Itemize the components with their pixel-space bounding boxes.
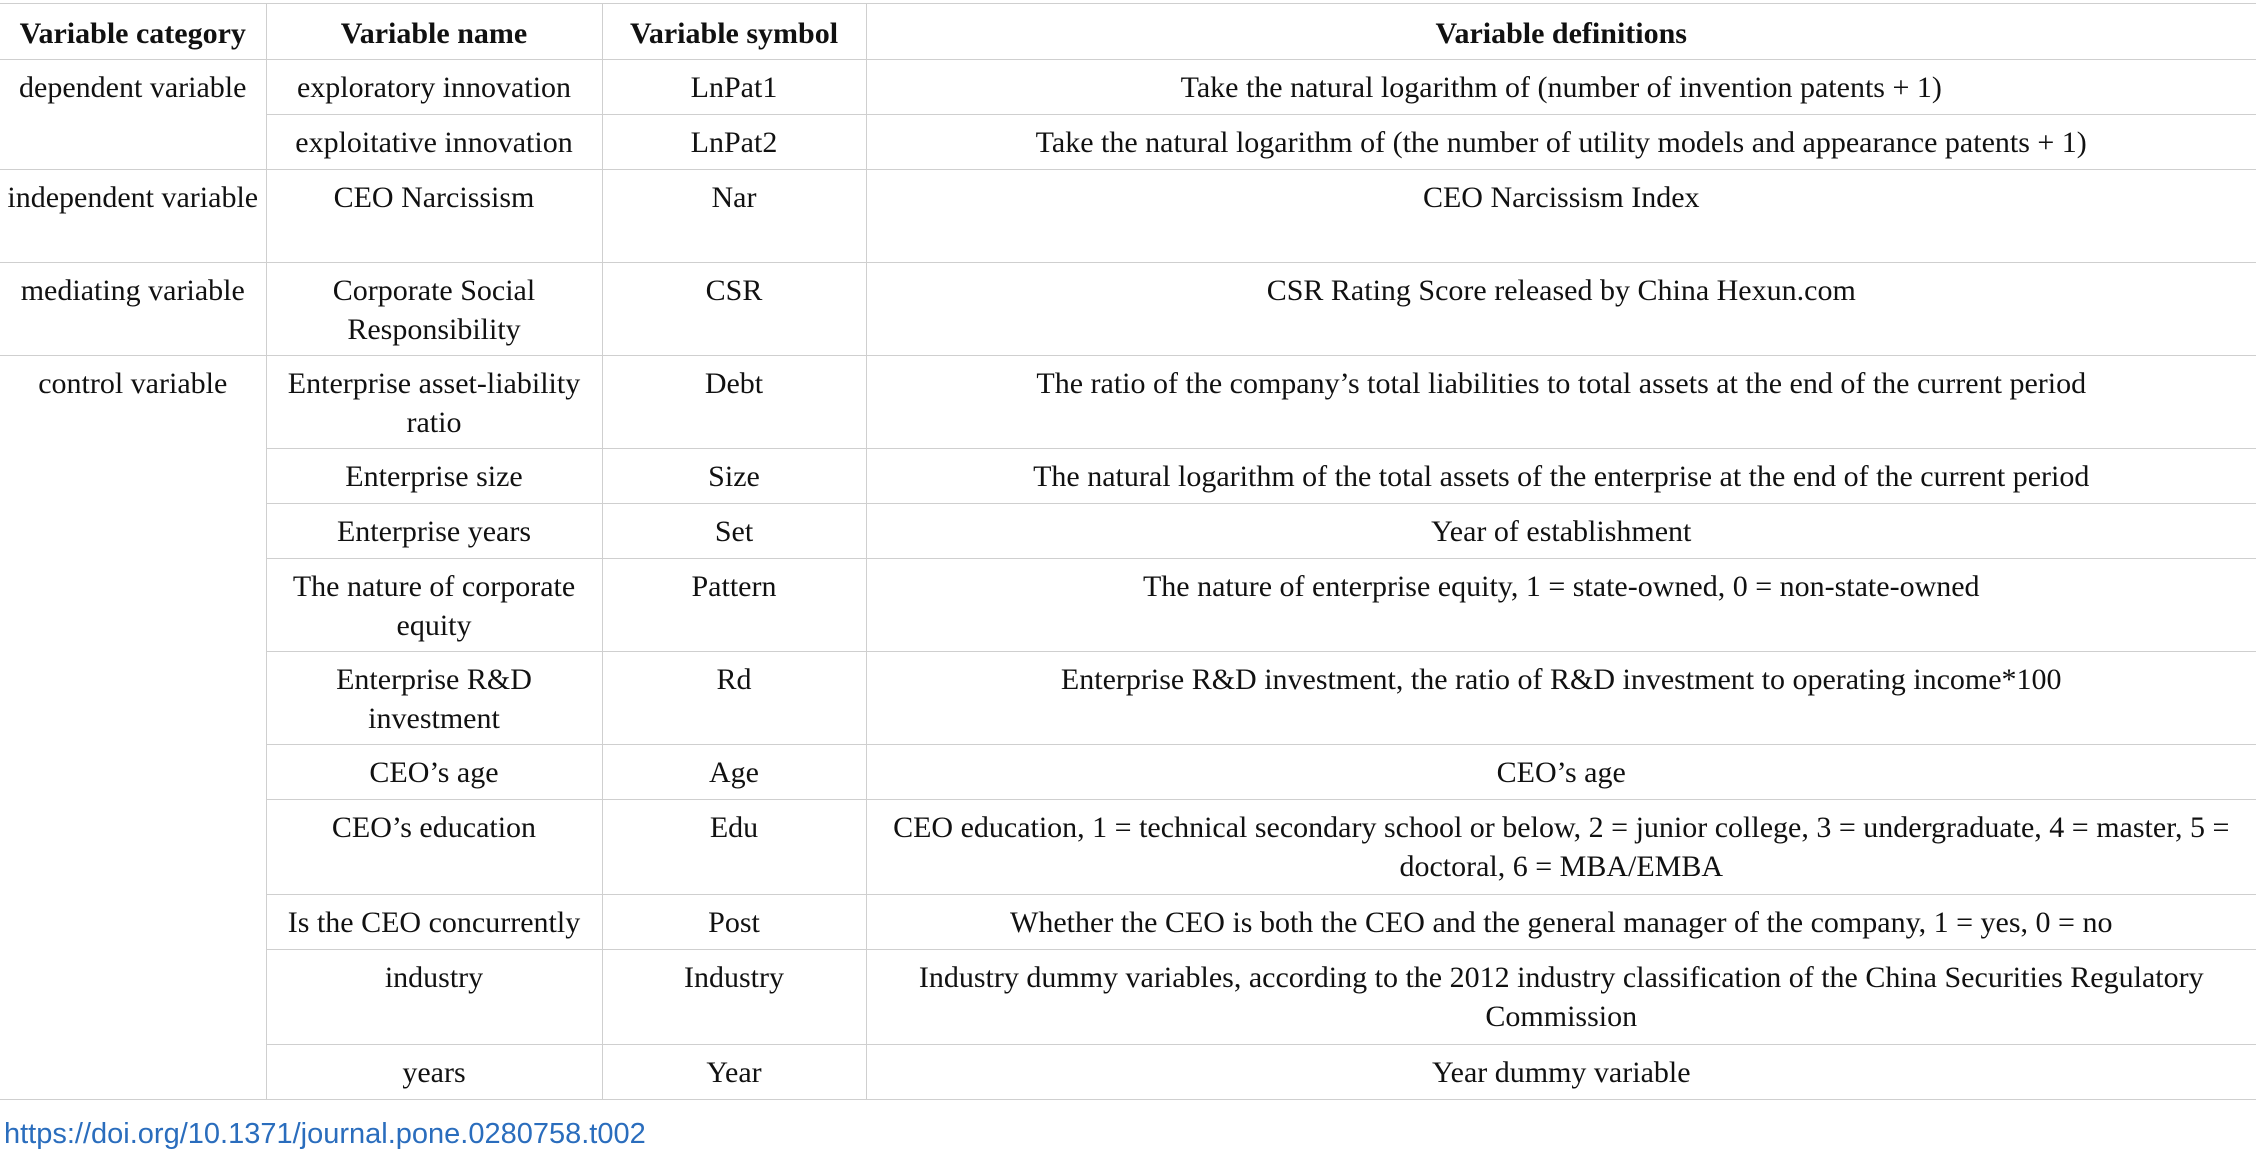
variable-name-cell: years — [266, 1045, 602, 1100]
variable-symbol-cell: Year — [602, 1045, 866, 1100]
header-variable-symbol: Variable symbol — [602, 4, 866, 60]
doi-link[interactable]: https://doi.org/10.1371/journal.pone.0280758.t002 — [4, 1118, 646, 1150]
table-row — [0, 449, 2256, 504]
table-row — [0, 745, 2256, 800]
variable-definition-cell: CEO’s age — [866, 745, 2256, 800]
variable-name-cell: exploratory innovation — [266, 60, 602, 115]
header-variable-category: Variable category — [0, 4, 266, 60]
variable-definition-cell: Take the natural logarithm of (number of invention patents + 1) — [866, 60, 2256, 115]
variable-symbol-cell: LnPat1 — [602, 60, 866, 115]
table-row — [0, 263, 2256, 356]
variable-definition-cell: Year dummy variable — [866, 1045, 2256, 1100]
variables-table — [0, 3, 2256, 1100]
variable-definition-cell: CEO education, 1 = technical secondary school or below, 2 = junior college, 3 = undergraduate, 4 = master, 5 = doctoral, 6 = MBA/EMBA — [866, 800, 2256, 895]
variable-symbol-cell: Rd — [602, 652, 866, 745]
variable-definition-cell: CEO Narcissism Index — [866, 170, 2256, 263]
variable-symbol-cell: Set — [602, 504, 866, 559]
category-cell: mediating variable — [0, 263, 266, 356]
category-cell: control variable — [0, 356, 266, 1100]
header-variable-name: Variable name — [266, 4, 602, 60]
variable-symbol-cell: Nar — [602, 170, 866, 263]
table-row — [0, 1045, 2256, 1100]
table-row — [0, 115, 2256, 170]
table-row — [0, 800, 2256, 895]
variable-name-cell: CEO Narcissism — [266, 170, 602, 263]
variable-name-cell: Enterprise size — [266, 449, 602, 504]
variable-name-cell: industry — [266, 950, 602, 1045]
variable-definition-cell: The natural logarithm of the total assets of the enterprise at the end of the current period — [866, 449, 2256, 504]
variable-name-cell: Corporate Social Responsibility — [266, 263, 602, 356]
variable-symbol-cell: Post — [602, 895, 866, 950]
variable-name-cell: CEO’s education — [266, 800, 602, 895]
variable-definition-cell: Whether the CEO is both the CEO and the general manager of the company, 1 = yes, 0 = no — [866, 895, 2256, 950]
header-variable-definitions: Variable definitions — [866, 4, 2256, 60]
table-row — [0, 170, 2256, 263]
variable-symbol-cell: LnPat2 — [602, 115, 866, 170]
variable-definition-cell: The ratio of the company’s total liabilities to total assets at the end of the current period — [866, 356, 2256, 449]
variable-symbol-cell: CSR — [602, 263, 866, 356]
variable-symbol-cell: Edu — [602, 800, 866, 895]
table-header-row — [0, 4, 2256, 60]
variable-symbol-cell: Industry — [602, 950, 866, 1045]
variable-definition-cell: The nature of enterprise equity, 1 = state-owned, 0 = non-state-owned — [866, 559, 2256, 652]
variable-definition-cell: Enterprise R&D investment, the ratio of R&D investment to operating income*100 — [866, 652, 2256, 745]
variable-name-cell: exploitative innovation — [266, 115, 602, 170]
variable-definition-cell: Industry dummy variables, according to the 2012 industry classification of the China Securities Regulatory Commission — [866, 950, 2256, 1045]
table-row — [0, 895, 2256, 950]
table-row — [0, 950, 2256, 1045]
table-row — [0, 652, 2256, 745]
table-row — [0, 504, 2256, 559]
variable-symbol-cell: Pattern — [602, 559, 866, 652]
variable-name-cell: Enterprise R&D investment — [266, 652, 602, 745]
variable-definition-cell: Take the natural logarithm of (the number of utility models and appearance patents + 1) — [866, 115, 2256, 170]
variable-name-cell: Enterprise years — [266, 504, 602, 559]
variable-name-cell: The nature of corporate equity — [266, 559, 602, 652]
variable-name-cell: Is the CEO concurrently — [266, 895, 602, 950]
category-cell: dependent variable — [0, 60, 266, 170]
variable-symbol-cell: Size — [602, 449, 866, 504]
variable-symbol-cell: Age — [602, 745, 866, 800]
table-row — [0, 356, 2256, 449]
table-row — [0, 559, 2256, 652]
variable-definition-cell: Year of establishment — [866, 504, 2256, 559]
table-row — [0, 60, 2256, 115]
variable-definition-cell: CSR Rating Score released by China Hexun.com — [866, 263, 2256, 356]
variable-symbol-cell: Debt — [602, 356, 866, 449]
category-cell: independent variable — [0, 170, 266, 263]
variable-name-cell: Enterprise asset-liability ratio — [266, 356, 602, 449]
variable-name-cell: CEO’s age — [266, 745, 602, 800]
